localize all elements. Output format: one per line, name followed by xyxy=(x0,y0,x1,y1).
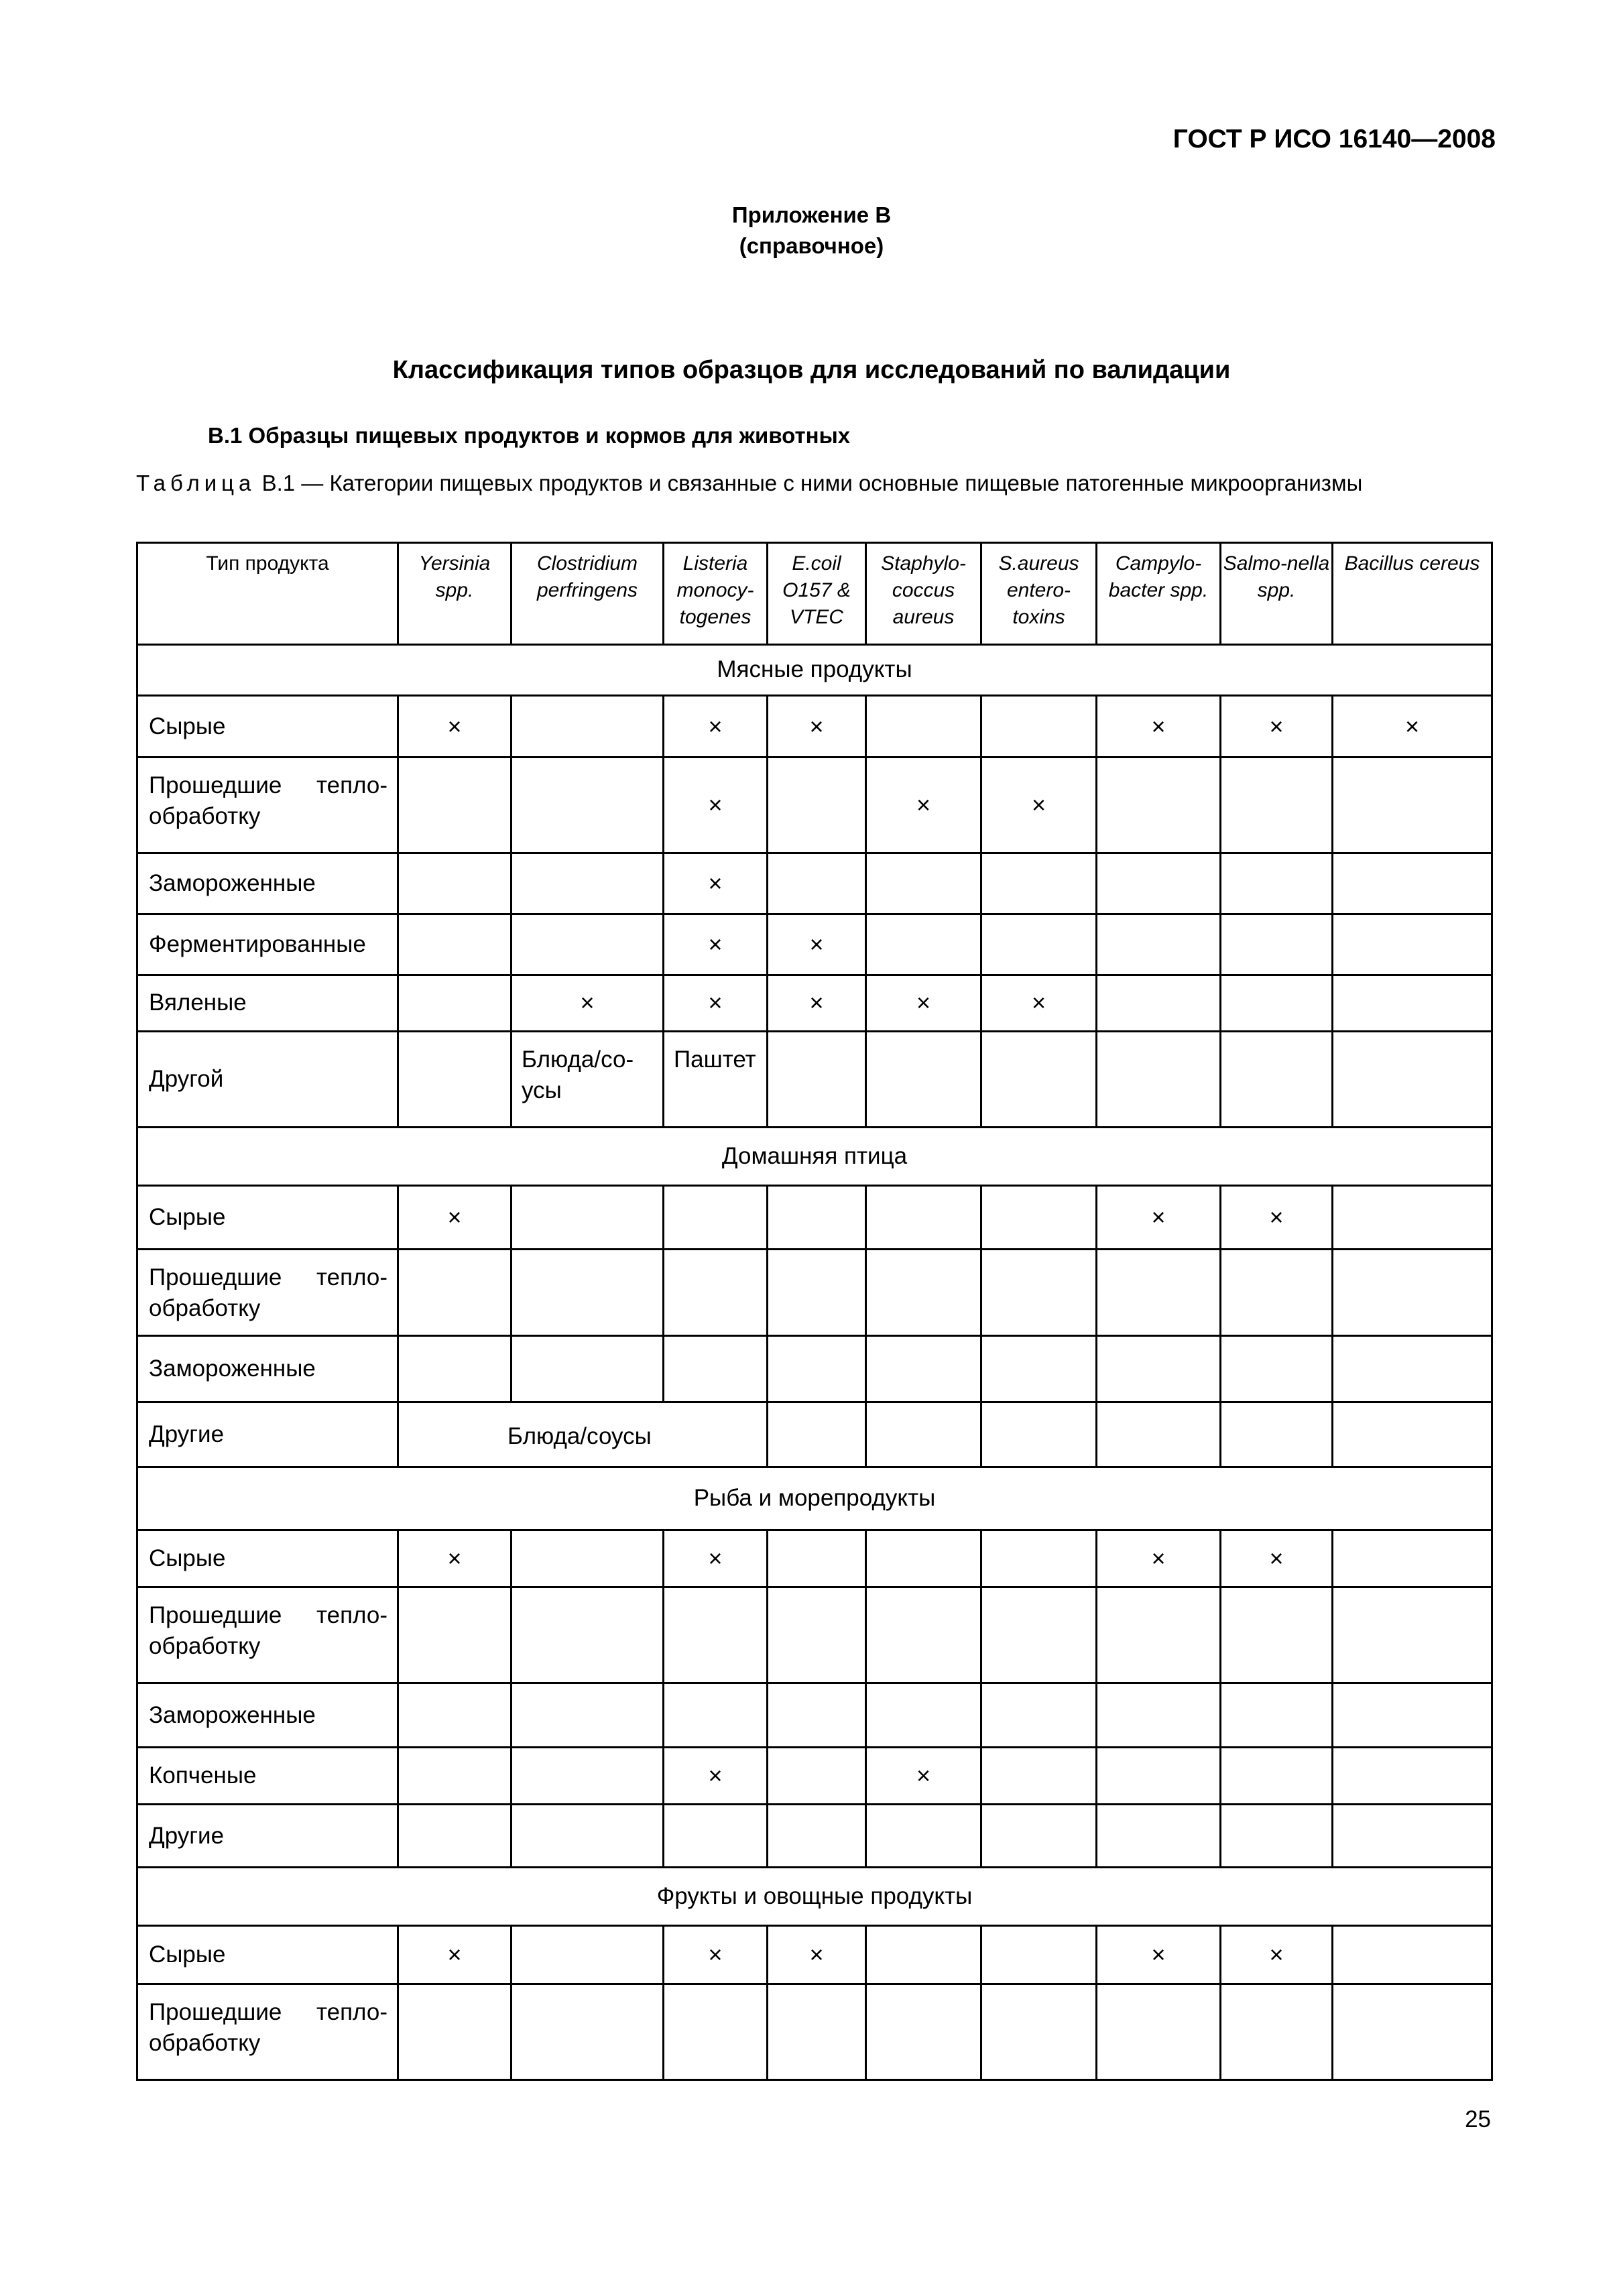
table-caption xyxy=(136,469,1490,497)
table-cell xyxy=(398,1748,512,1805)
table-cell xyxy=(1221,1587,1333,1683)
table-cell xyxy=(866,1805,981,1868)
table-cell xyxy=(512,1748,664,1805)
presence-mark: × xyxy=(664,1530,768,1587)
table-header xyxy=(137,543,1492,645)
table-cell xyxy=(768,758,866,853)
group-header-row xyxy=(137,1467,1492,1530)
table-cell xyxy=(398,758,512,853)
table-cell xyxy=(512,758,664,853)
table-cell xyxy=(768,1805,866,1868)
table-cell xyxy=(981,1402,1097,1467)
presence-mark: × xyxy=(866,975,981,1031)
table-cell xyxy=(398,853,512,914)
table-cell xyxy=(768,1587,866,1683)
table-caption-text: — Категории пищевых продуктов и связанные с ними основные пищевые патогенные микроорганизмы xyxy=(295,471,1363,495)
table-cell xyxy=(1333,975,1492,1031)
cell-text: Паштет xyxy=(664,1031,768,1127)
section-title: В.1 Образцы пищевых продуктов и кормов для животных xyxy=(208,423,851,448)
table-cell xyxy=(866,914,981,975)
table-cell xyxy=(512,1925,664,1984)
group-header-row xyxy=(137,1127,1492,1185)
annex-status: (справочное) xyxy=(739,233,884,258)
table-cell xyxy=(398,1683,512,1748)
table-cell xyxy=(1221,1805,1333,1868)
table-row xyxy=(137,1925,1492,1984)
table-row xyxy=(137,853,1492,914)
row-label: Замороженные xyxy=(137,1683,398,1748)
presence-mark: × xyxy=(398,1530,512,1587)
presence-mark: × xyxy=(664,914,768,975)
presence-mark: × xyxy=(768,1925,866,1984)
table-row xyxy=(137,1031,1492,1127)
row-label: Замороженные xyxy=(137,853,398,914)
table-cell xyxy=(981,1185,1097,1249)
table-cell xyxy=(1221,1335,1333,1402)
table-cell xyxy=(1097,1031,1221,1127)
annex-title: Приложение В xyxy=(731,202,892,227)
table-cell xyxy=(1333,1587,1492,1683)
row-label: Прошедшие тепло-обработку xyxy=(137,1587,398,1683)
presence-mark: × xyxy=(1221,1185,1333,1249)
table-caption-label: Таблица xyxy=(136,471,256,495)
table-cell xyxy=(768,1185,866,1249)
table-cell xyxy=(768,1031,866,1127)
group-header-row xyxy=(137,1867,1492,1925)
table-row xyxy=(137,1805,1492,1868)
table-cell xyxy=(664,1185,768,1249)
standard-designation: ГОСТ Р ИСО 16140—2008 xyxy=(1173,125,1496,154)
presence-mark: × xyxy=(1097,1925,1221,1984)
table-row xyxy=(137,696,1492,758)
presence-mark: × xyxy=(768,914,866,975)
table-cell xyxy=(1333,1805,1492,1868)
presence-mark: × xyxy=(664,975,768,1031)
table-cell xyxy=(1333,1031,1492,1127)
table-cell xyxy=(1097,1335,1221,1402)
presence-mark: × xyxy=(1221,1530,1333,1587)
table-cell xyxy=(981,696,1097,758)
row-label: Прошедшие тепло-обработку xyxy=(137,758,398,853)
table-cell xyxy=(664,1683,768,1748)
presence-mark: × xyxy=(768,696,866,758)
table-cell xyxy=(866,853,981,914)
table-cell xyxy=(512,1249,664,1335)
presence-mark: × xyxy=(398,1925,512,1984)
table-cell xyxy=(398,1805,512,1868)
row-label: Сырые xyxy=(137,1925,398,1984)
table-cell xyxy=(1097,758,1221,853)
table-cell xyxy=(1221,975,1333,1031)
presence-mark: × xyxy=(1333,696,1492,758)
table-row xyxy=(137,1748,1492,1805)
presence-mark: × xyxy=(664,1925,768,1984)
table-cell xyxy=(664,1249,768,1335)
table-cell xyxy=(1097,914,1221,975)
table-cell xyxy=(981,914,1097,975)
presence-mark: × xyxy=(1221,696,1333,758)
row-label: Прошедшие тепло-обработку xyxy=(137,1984,398,2079)
presence-mark: × xyxy=(866,1748,981,1805)
presence-mark: × xyxy=(664,758,768,853)
table-cell xyxy=(981,1335,1097,1402)
pathogen-table xyxy=(136,542,1493,2081)
column-header: Yersinia spp. xyxy=(398,543,512,638)
table-cell xyxy=(512,1530,664,1587)
table-row xyxy=(137,1335,1492,1402)
table-cell xyxy=(1097,1683,1221,1748)
table-cell xyxy=(398,975,512,1031)
column-header: Listeria monocy-togenes xyxy=(664,543,768,638)
group-title: Домашняя птица xyxy=(137,1127,1492,1185)
table-cell xyxy=(664,1984,768,2079)
table-cell xyxy=(1333,1748,1492,1805)
table-row xyxy=(137,1402,1492,1467)
table-cell xyxy=(768,1335,866,1402)
table-cell xyxy=(1221,1683,1333,1748)
table-cell xyxy=(1221,1402,1333,1467)
table-body xyxy=(137,644,1492,2080)
table-cell xyxy=(981,1805,1097,1868)
table-row xyxy=(137,1185,1492,1249)
table-cell xyxy=(981,1925,1097,1984)
table-cell xyxy=(1097,975,1221,1031)
presence-mark: × xyxy=(981,975,1097,1031)
table-cell xyxy=(768,1402,866,1467)
table-row xyxy=(137,1587,1492,1683)
table-cell xyxy=(1221,914,1333,975)
table-cell xyxy=(1221,853,1333,914)
table-cell xyxy=(398,1031,512,1127)
column-header: Staphylo-coccus aureus xyxy=(866,543,981,638)
table-cell xyxy=(1097,1748,1221,1805)
page-number: 25 xyxy=(1465,2106,1491,2132)
presence-mark: × xyxy=(866,758,981,853)
column-header: Salmo-nella spp. xyxy=(1221,543,1333,638)
presence-mark: × xyxy=(1097,1530,1221,1587)
table-cell xyxy=(512,1683,664,1748)
row-label: Сырые xyxy=(137,1530,398,1587)
table-cell xyxy=(512,853,664,914)
table-cell xyxy=(981,1984,1097,2079)
header-gap-row xyxy=(137,638,1492,645)
cell-text: Блюда/со-усы xyxy=(512,1031,664,1127)
table-cell xyxy=(981,1587,1097,1683)
table-cell xyxy=(1333,1683,1492,1748)
table-cell xyxy=(866,1031,981,1127)
table-cell xyxy=(1097,1984,1221,2079)
table-cell xyxy=(398,1335,512,1402)
column-header: E.coil O157 & VTEC xyxy=(768,543,866,638)
column-header: Тип продукта xyxy=(137,543,398,638)
table-cell xyxy=(1097,1587,1221,1683)
table-cell xyxy=(866,1249,981,1335)
table-cell xyxy=(512,1185,664,1249)
table-caption-number: В.1 xyxy=(261,471,296,495)
table-cell xyxy=(1333,914,1492,975)
table-cell xyxy=(866,1530,981,1587)
column-header: S.aureus entero-toxins xyxy=(981,543,1097,638)
table-cell xyxy=(1333,853,1492,914)
table-cell xyxy=(512,1984,664,2079)
table-cell xyxy=(664,1335,768,1402)
table-cell xyxy=(1333,1335,1492,1402)
presence-mark: × xyxy=(664,1748,768,1805)
group-title: Фрукты и овощные продукты xyxy=(137,1867,1492,1925)
table-row xyxy=(137,975,1492,1031)
table-row xyxy=(137,914,1492,975)
presence-mark: × xyxy=(398,696,512,758)
presence-mark: × xyxy=(664,696,768,758)
table-cell xyxy=(866,1925,981,1984)
table-cell xyxy=(768,1530,866,1587)
table-cell xyxy=(1333,1984,1492,2079)
table-cell xyxy=(664,1805,768,1868)
presence-mark: × xyxy=(512,975,664,1031)
table-cell xyxy=(1333,1925,1492,1984)
row-label: Другой xyxy=(137,1031,398,1127)
table-cell xyxy=(866,1185,981,1249)
table-cell xyxy=(512,1805,664,1868)
table-cell xyxy=(398,1249,512,1335)
table-cell xyxy=(1221,1249,1333,1335)
table-cell xyxy=(398,1984,512,2079)
presence-mark: × xyxy=(398,1185,512,1249)
table-cell xyxy=(866,1587,981,1683)
row-label: Вяленые xyxy=(137,975,398,1031)
table-cell xyxy=(512,1587,664,1683)
table-cell xyxy=(1221,1984,1333,2079)
table-cell xyxy=(398,914,512,975)
table-cell xyxy=(1333,1530,1492,1587)
column-header: Clostridium perfringens xyxy=(512,543,664,638)
presence-mark: × xyxy=(768,975,866,1031)
presence-mark: × xyxy=(981,758,1097,853)
table-cell xyxy=(866,696,981,758)
table-cell xyxy=(768,1748,866,1805)
table-cell xyxy=(981,1530,1097,1587)
table-row xyxy=(137,1249,1492,1335)
presence-mark: × xyxy=(1221,1925,1333,1984)
table-cell xyxy=(866,1402,981,1467)
column-header: Campylo-bacter spp. xyxy=(1097,543,1221,638)
row-label: Сырые xyxy=(137,696,398,758)
row-label: Копченые xyxy=(137,1748,398,1805)
table-cell xyxy=(981,1683,1097,1748)
group-title: Рыба и морепродукты xyxy=(137,1467,1492,1530)
table-cell xyxy=(1097,1805,1221,1868)
table-row xyxy=(137,1683,1492,1748)
table-row xyxy=(137,758,1492,853)
row-label: Сырые xyxy=(137,1185,398,1249)
table-cell xyxy=(1221,758,1333,853)
group-title: Мясные продукты xyxy=(137,644,1492,696)
spanning-cell: Блюда/соусы xyxy=(398,1402,768,1467)
presence-mark: × xyxy=(1097,1185,1221,1249)
row-label: Другие xyxy=(137,1805,398,1868)
table-cell xyxy=(512,1335,664,1402)
table-cell xyxy=(1097,853,1221,914)
table-cell xyxy=(981,1031,1097,1127)
table-cell xyxy=(1333,758,1492,853)
table-cell xyxy=(1221,1748,1333,1805)
table-cell xyxy=(768,1683,866,1748)
presence-mark: × xyxy=(1097,696,1221,758)
document-title: Классификация типов образцов для исследований по валидации xyxy=(392,356,1231,384)
table-cell xyxy=(1097,1402,1221,1467)
table-cell xyxy=(981,1748,1097,1805)
row-label: Другие xyxy=(137,1402,398,1467)
table-row xyxy=(137,1984,1492,2079)
table-cell xyxy=(1097,1249,1221,1335)
table-cell xyxy=(866,1335,981,1402)
table-cell xyxy=(768,1984,866,2079)
group-header-row xyxy=(137,644,1492,696)
table-cell xyxy=(768,1249,866,1335)
table-cell xyxy=(866,1683,981,1748)
table-cell xyxy=(664,1587,768,1683)
row-label: Ферментированные xyxy=(137,914,398,975)
row-label: Замороженные xyxy=(137,1335,398,1402)
table-cell xyxy=(981,853,1097,914)
table-cell xyxy=(1333,1249,1492,1335)
table-cell xyxy=(1333,1185,1492,1249)
table-cell xyxy=(398,1587,512,1683)
table-cell xyxy=(768,853,866,914)
table-cell xyxy=(512,914,664,975)
table-row xyxy=(137,1530,1492,1587)
table-cell xyxy=(512,696,664,758)
header-row xyxy=(137,543,1492,638)
row-label: Прошедшие тепло-обработку xyxy=(137,1249,398,1335)
table-cell xyxy=(866,1984,981,2079)
table-cell xyxy=(981,1249,1097,1335)
table-cell xyxy=(1221,1031,1333,1127)
presence-mark: × xyxy=(664,853,768,914)
table-cell xyxy=(1333,1402,1492,1467)
column-header: Bacillus cereus xyxy=(1333,543,1492,638)
